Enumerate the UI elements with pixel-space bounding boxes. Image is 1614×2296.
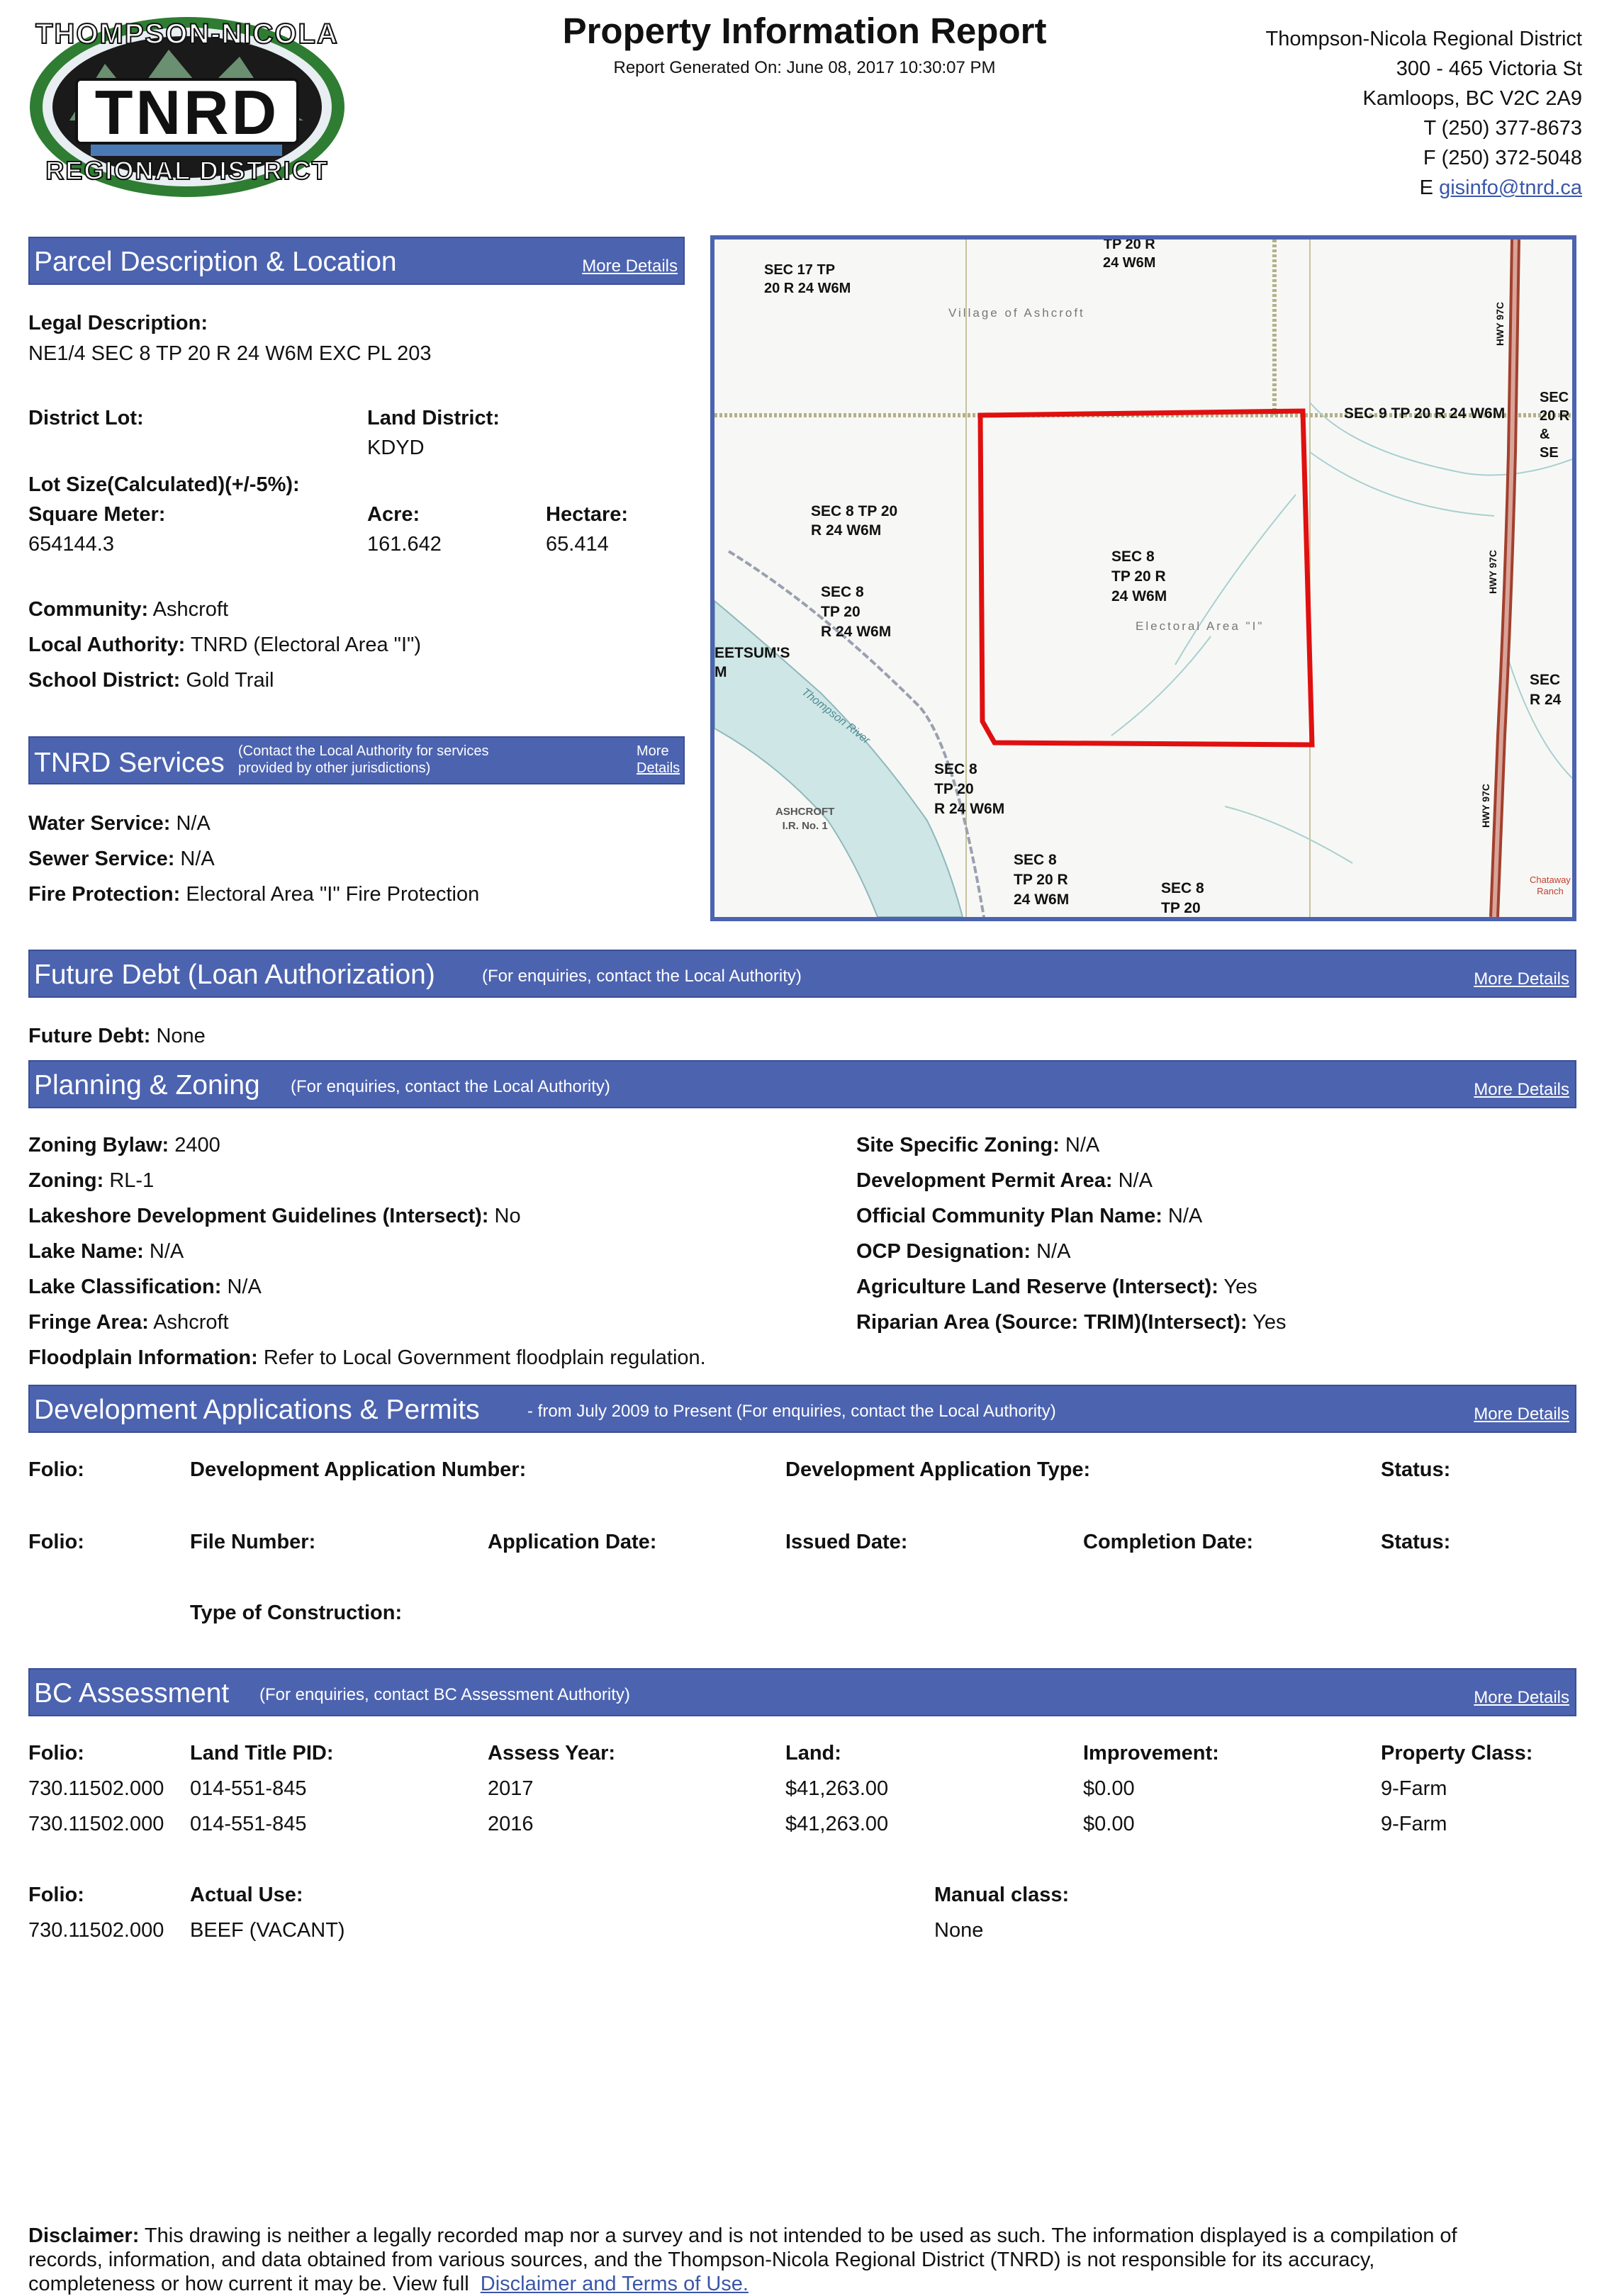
planning-right-5: Riparian Area (Source: TRIM)(Intersect): Yes <box>856 1311 1287 1334</box>
planning-right-0: Site Specific Zoning: N/A <box>856 1134 1100 1157</box>
devapps-h1-status: Status: <box>1381 1458 1451 1481</box>
planning-title: Planning & Zoning <box>34 1070 260 1101</box>
planning-left-1: Zoning: RL-1 <box>28 1169 155 1192</box>
map-label-sec8-a: SEC 8 TP 20 R 24 W6M <box>811 503 898 539</box>
planning-left-4: Lake Classification: N/A <box>28 1276 262 1298</box>
devapps-note: - from July 2009 to Present (For enquiries, contact the Local Authority) <box>527 1402 1056 1421</box>
map-label-sec8-parcel: SEC 8 TP 20 R 24 W6M <box>1111 548 1167 604</box>
devapps-h2-issued-date: Issued Date: <box>785 1531 908 1553</box>
assessment-title: BC Assessment <box>34 1678 230 1709</box>
assessment-r0-improvement: $0.00 <box>1083 1777 1135 1800</box>
devapps-more-details-link[interactable]: More Details <box>1474 1405 1569 1424</box>
map-label-ashcroft-ir: ASHCROFT I.R. No. 1 <box>775 806 835 832</box>
map-label-hwy-bottom: HWY 97C <box>1480 784 1491 828</box>
hectare-label: Hectare: <box>546 503 629 526</box>
planning-right-4: Agriculture Land Reserve (Intersect): Yes <box>856 1276 1257 1298</box>
assessment-r0-land: $41,263.00 <box>785 1777 889 1800</box>
use-h-folio: Folio: <box>28 1884 84 1906</box>
planning-right-1: Development Permit Area: N/A <box>856 1169 1153 1192</box>
devapps-h2-file-number: File Number: <box>190 1531 316 1553</box>
org-name: Thompson-Nicola Regional District <box>1265 28 1582 50</box>
report-title: Property Information Report <box>562 11 1047 51</box>
devapps-h2-completion-date: Completion Date: <box>1083 1531 1254 1553</box>
planning-note: (For enquiries, contact the Local Authority) <box>291 1077 610 1096</box>
logo-bottom-text: REGIONAL DISTRICT <box>45 156 329 185</box>
assessment-r1-year: 2016 <box>488 1813 534 1835</box>
school-district-row: School District: Gold Trail <box>28 669 274 692</box>
org-address2: Kamloops, BC V2C 2A9 <box>1362 87 1582 110</box>
logo-main-text: TNRD <box>94 77 280 147</box>
disclaimer <box>28 2224 1581 2296</box>
disclaimer-line2: records, information, and data obtained from various sources, and the Thompson-Nicola Regional District (TNRD) is not responsible for its accuracy, <box>28 2249 1375 2271</box>
land-district-value: KDYD <box>367 437 425 459</box>
assessment-h-class: Property Class: <box>1381 1742 1533 1765</box>
map-label-sec9: SEC 9 TP 20 R 24 W6M <box>1344 405 1506 422</box>
use-h-manual-class: Manual class: <box>934 1884 1070 1906</box>
map-label-sec8-c: SEC 8 TP 20 R 24 W6M <box>934 761 1005 817</box>
assessment-h-folio: Folio: <box>28 1742 84 1765</box>
assessment-r0-pid: 014-551-845 <box>190 1777 307 1800</box>
org-email-line: E gisinfo@tnrd.ca <box>1419 176 1582 199</box>
legal-description-label: Legal Description: <box>28 312 208 334</box>
district-lot-label: District Lot: <box>28 407 144 429</box>
assessment-r1-improvement: $0.00 <box>1083 1813 1135 1835</box>
devapps-h2-folio: Folio: <box>28 1531 84 1553</box>
devapps-h2-app-date: Application Date: <box>488 1531 657 1553</box>
assessment-r1-folio: 730.11502.000 <box>28 1813 164 1835</box>
use-manual-class: None <box>934 1919 984 1942</box>
devapps-h2-status: Status: <box>1381 1531 1451 1553</box>
planning-left-6: Floodplain Information: Refer to Local Government floodplain regulation. <box>28 1346 706 1369</box>
map-label-hwy-mid: HWY 97C <box>1487 550 1498 594</box>
land-district-label: Land District: <box>367 407 500 429</box>
devapps-h1-app-number: Development Application Number: <box>190 1458 527 1481</box>
map-label-river: Thompson River <box>799 686 873 747</box>
planning-left-5: Fringe Area: Ashcroft <box>28 1311 229 1334</box>
local-authority-row: Local Authority: TNRD (Electoral Area "I") <box>28 634 421 656</box>
acre-label: Acre: <box>367 503 420 526</box>
devapps-title: Development Applications & Permits <box>34 1395 480 1425</box>
report-generated: Report Generated On: June 08, 2017 10:30:07 PM <box>613 58 996 77</box>
debt-more-details-link[interactable]: More Details <box>1474 969 1569 989</box>
planning-more-details-link[interactable]: More Details <box>1474 1080 1569 1099</box>
services-more-line1: More <box>637 743 669 759</box>
planning-left-0: Zoning Bylaw: 2400 <box>28 1134 220 1157</box>
assessment-h-improvement: Improvement: <box>1083 1742 1219 1765</box>
assessment-r0-class: 9-Farm <box>1381 1777 1447 1800</box>
disclaimer-terms-link[interactable]: Disclaimer and Terms of Use. <box>480 2273 749 2295</box>
planning-left-2: Lakeshore Development Guidelines (Intersect): No <box>28 1205 521 1227</box>
devapps-construction-type: Type of Construction: <box>190 1602 403 1624</box>
services-title: TNRD Services <box>34 748 225 778</box>
org-phone: T (250) 377-8673 <box>1423 117 1582 140</box>
services-header-bar <box>28 736 685 784</box>
disclaimer-line1: Disclaimer: This drawing is neither a legally recorded map nor a survey and is not intended to be used as such. The information displayed is a compilation of <box>28 2224 1457 2247</box>
map-label-sec17: SEC 17 TP 20 R 24 W6M <box>764 262 851 296</box>
services-note-line2: provided by other jurisdictions) <box>238 760 431 776</box>
services-more-details-link[interactable]: Details <box>637 760 680 776</box>
use-actual-use: BEEF (VACANT) <box>190 1919 345 1942</box>
assessment-r1-class: 9-Farm <box>1381 1813 1447 1835</box>
planning-right-2: Official Community Plan Name: N/A <box>856 1205 1203 1227</box>
lot-size-label: Lot Size(Calculated)(+/-5%): <box>28 473 300 496</box>
map-label-top: TP 20 R 24 W6M <box>1103 237 1156 271</box>
map-label-sec8-d: SEC 8 TP 20 R 24 W6M <box>1014 852 1070 908</box>
planning-right-3: OCP Designation: N/A <box>856 1240 1071 1263</box>
legal-description-value: NE1/4 SEC 8 TP 20 R 24 W6M EXC PL 203 <box>28 342 432 365</box>
map-label-hwy-top: HWY 97C <box>1494 302 1506 346</box>
map-label-village: Village of Ashcroft <box>948 306 1085 320</box>
services-note-line1: (Contact the Local Authority for services <box>238 743 489 759</box>
disclaimer-line3: completeness or how current it may be. View full Disclaimer and Terms of Use. <box>28 2273 749 2295</box>
parcel-title: Parcel Description & Location <box>34 247 397 277</box>
org-contact <box>1266 24 1582 203</box>
assessment-r1-pid: 014-551-845 <box>190 1813 307 1835</box>
fire-protection-row: Fire Protection: Electoral Area "I" Fire Protection <box>28 883 480 906</box>
sewer-service-row: Sewer Service: N/A <box>28 848 215 870</box>
square-meter-value: 654144.3 <box>28 533 114 556</box>
assessment-r0-folio: 730.11502.000 <box>28 1777 164 1800</box>
devapps-h1-app-type: Development Application Type: <box>785 1458 1091 1481</box>
parcel-more-details-link[interactable]: More Details <box>582 257 678 276</box>
acre-value: 161.642 <box>367 533 442 556</box>
use-folio: 730.11502.000 <box>28 1919 164 1942</box>
debt-note: (For enquiries, contact the Local Authority) <box>482 967 802 986</box>
assessment-h-pid: Land Title PID: <box>190 1742 334 1765</box>
org-address1: 300 - 465 Victoria St <box>1396 57 1582 80</box>
logo-top-text: THOMPSON-NICOLA <box>35 18 339 50</box>
assessment-r1-land: $41,263.00 <box>785 1813 889 1835</box>
assessment-h-land: Land: <box>785 1742 841 1765</box>
map-label-sec8-b: SEC 8 TP 20 R 24 W6M <box>821 584 892 640</box>
planning-left-3: Lake Name: N/A <box>28 1240 184 1263</box>
water-service-row: Water Service: N/A <box>28 812 211 835</box>
assessment-note: (For enquiries, contact BC Assessment Authority) <box>259 1685 630 1704</box>
map-label-sec8-e: SEC 8 TP 20 <box>1161 880 1204 916</box>
planning-header-bar <box>28 1060 1576 1108</box>
map-label-reserve: EETSUM'S M <box>714 645 790 680</box>
devapps-header-bar <box>28 1385 1576 1433</box>
assessment-h-year: Assess Year: <box>488 1742 616 1765</box>
community-row: Community: Ashcroft <box>28 598 229 621</box>
map-label-ranch: Chataway Ranch <box>1530 874 1571 896</box>
hectare-value: 65.414 <box>546 533 609 556</box>
map-label-sec-right: SEC 20 R & SE <box>1540 390 1570 461</box>
use-h-actual-use: Actual Use: <box>190 1884 303 1906</box>
map-label-electoral: Electoral Area "I" <box>1136 619 1265 633</box>
debt-title: Future Debt (Loan Authorization) <box>34 960 435 990</box>
assessment-header-bar <box>28 1668 1576 1716</box>
org-fax: F (250) 372-5048 <box>1423 147 1582 169</box>
devapps-h1-folio: Folio: <box>28 1458 84 1481</box>
parcel-map[interactable] <box>710 235 1576 921</box>
future-debt-row: Future Debt: None <box>28 1025 206 1047</box>
assessment-r0-year: 2017 <box>488 1777 534 1800</box>
assessment-more-details-link[interactable]: More Details <box>1474 1688 1569 1707</box>
square-meter-label: Square Meter: <box>28 503 166 526</box>
parcel-header-bar <box>28 237 685 285</box>
debt-header-bar <box>28 950 1576 998</box>
map-label-sec-r24: SEC R 24 <box>1530 672 1562 708</box>
tnrd-logo <box>27 14 347 200</box>
email-link[interactable]: gisinfo@tnrd.ca <box>1439 176 1582 199</box>
